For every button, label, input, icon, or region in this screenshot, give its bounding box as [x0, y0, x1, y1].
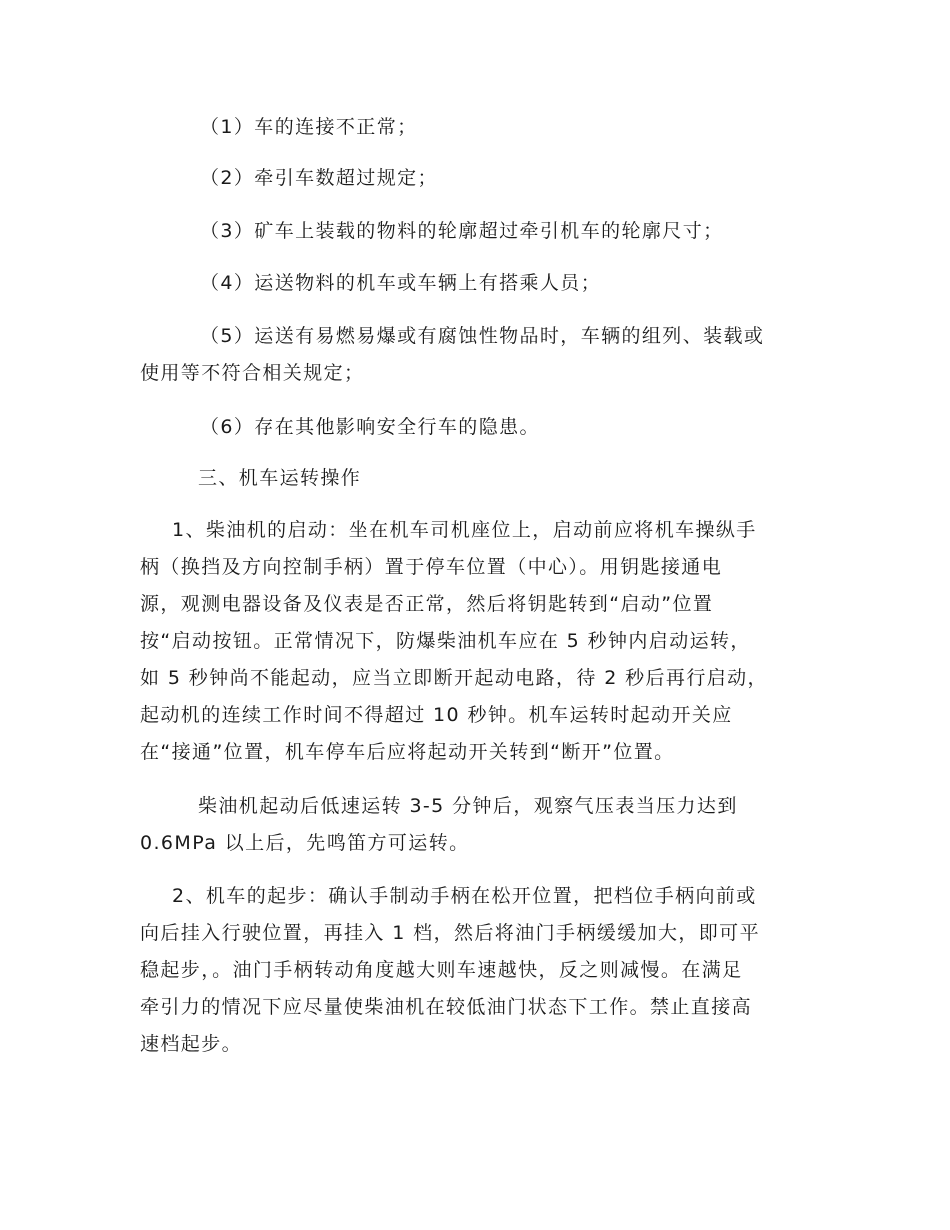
- list-item-5: （5）运送有易燃易爆或有腐蚀性物品时，车辆的组列、装载或: [200, 325, 765, 347]
- paragraph-3-line-2: 向后挂入行驶位置，再挂入 1 档，然后将油门手柄缓缓加大，即可平: [140, 922, 760, 944]
- list-item-5-continuation: 使用等不符合相关规定；: [140, 362, 365, 384]
- paragraph-1-line-4: 按“启动按钮。正常情况下，防爆柴油机车应在 5 秒钟内启动运转，: [140, 630, 751, 652]
- paragraph-1-line-5: 如 5 秒钟尚不能起动，应当立即断开起动电路，待 2 秒后再行启动，: [140, 667, 768, 689]
- list-item-2: （2）牵引车数超过规定；: [200, 167, 438, 189]
- section-heading: 三、机车运转操作: [198, 467, 362, 489]
- paragraph-2-line-2: 0.6MPa 以上后，先鸣笛方可运转。: [140, 832, 470, 854]
- list-item-1: （1）车的连接不正常；: [200, 116, 418, 138]
- paragraph-1-line-7: 在“接通”位置，机车停车后应将起动开关转到“断开”位置。: [140, 741, 675, 763]
- paragraph-1-line-6: 起动机的连续工作时间不得超过 10 秒钟。机车运转时起动开关应: [140, 704, 733, 726]
- paragraph-2-line-1: 柴油机起动后低速运转 3-5 分钟后，观察气压表当压力达到: [198, 795, 738, 817]
- list-item-4: （4）运送物料的机车或车辆上有搭乘人员；: [200, 272, 602, 294]
- paragraph-1-line-3: 源，观测电器设备及仪表是否正常，然后将钥匙转到“启动”位置: [140, 593, 714, 615]
- paragraph-3-line-5: 速档起步。: [140, 1033, 243, 1055]
- paragraph-3-line-4: 牵引力的情况下应尽量使柴油机在较低油门状态下工作。禁止直接高: [140, 996, 753, 1018]
- list-item-6: （6）存在其他影响安全行车的隐患。: [200, 416, 540, 438]
- paragraph-1-line-1: 1、柴油机的启动：坐在机车司机座位上，启动前应将机车操纵手: [172, 519, 757, 541]
- paragraph-3-line-3: 稳起步，。油门手柄转动角度越大则车速越快，反之则减慢。在满足: [140, 959, 743, 981]
- paragraph-3-line-1: 2、机车的起步：确认手制动手柄在松开位置，把档位手柄向前或: [172, 885, 757, 907]
- paragraph-1-line-2: 柄（换挡及方向控制手柄）置于停车位置（中心）。用钥匙接通电: [140, 556, 723, 578]
- list-item-3: （3）矿车上装载的物料的轮廓超过牵引机车的轮廓尺寸；: [200, 220, 724, 242]
